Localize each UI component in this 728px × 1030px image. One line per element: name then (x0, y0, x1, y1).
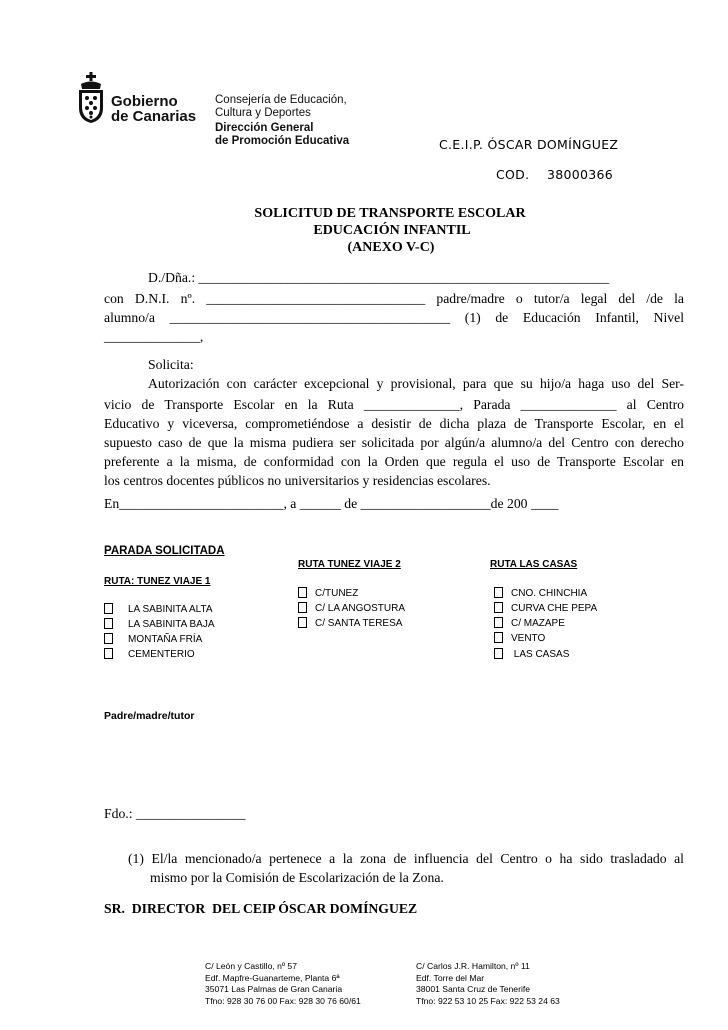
level-field-line: ______________, (104, 329, 204, 344)
route2-stop1-checkbox[interactable] (298, 587, 307, 598)
signature-label: Padre/madre/tutor (104, 710, 195, 722)
route1-stop3-checkbox[interactable] (104, 633, 113, 644)
request-line3: Educativo y viceversa, comprometiéndose a desistir de dicha plaza de Transporte Escolar, en el (104, 416, 684, 431)
footer-address-las-palmas (205, 961, 361, 1007)
footer-right-line: 38001 Santa Cruz de Tenerife (416, 984, 531, 994)
route3-stop1-label: CNO. CHINCHIA (511, 588, 588, 599)
footer-left-line: Tfno: 928 30 76 00 Fax: 928 30 76 60/61 (205, 995, 361, 1006)
title-line3: (ANEXO V-C) (347, 240, 435, 255)
school-code: 38000366 (547, 167, 614, 182)
route2-stop1-label: C/TUNEZ (315, 588, 359, 599)
addressee: SR. DIRECTOR DEL CEIP ÓSCAR DOMÍNGUEZ (104, 901, 418, 916)
name-field-line: D./Dña.: ____________________________________________________________ (148, 270, 610, 285)
route3-stop2-checkbox[interactable] (494, 602, 503, 613)
request-line4: supuesto caso de que la misma pudiera ser solicitada por algún/a alumno/a del Centro con derecho (104, 435, 684, 450)
footer-right-line: Tfno: 922 53 10 25 Fax: 922 53 24 63 (416, 995, 560, 1006)
stops-heading: PARADA SOLICITADA (104, 545, 225, 557)
route1-stop4-checkbox[interactable] (104, 648, 113, 659)
dni-field-line: con D.N.I. nº. ________________________________ padre/madre o tutor/a legal del /de la (104, 291, 684, 306)
footer-left-line: 35071 Las Palmas de Gran Canaria (205, 984, 343, 994)
solicita-label: Solicita: (148, 357, 194, 372)
dept-line3: Dirección General (215, 122, 314, 134)
request-line5: preferente a la misma, de conformidad con la Orden que regula el uso de Transporte Escolar en (104, 454, 684, 469)
route3-stop4-label: VENTO (511, 633, 546, 644)
route3-stop5-checkbox[interactable] (494, 648, 503, 659)
dept-line1: Consejería de Educación, (215, 94, 347, 106)
date-line: En________________________, a ______ de ___________________de 200 ____ (104, 496, 559, 511)
route3-stop5-label: LAS CASAS (511, 649, 570, 660)
footer-right-line: Edf. Torre del Mar (416, 972, 485, 983)
dept-line4: de Promoción Educativa (215, 135, 350, 147)
route1-stop3-label: MONTAÑA FRÍA (128, 634, 203, 645)
gobierno-line1: Gobierno (111, 93, 178, 110)
route1-stop2-label: LA SABINITA BAJA (128, 619, 215, 630)
route2-stop3-checkbox[interactable] (298, 617, 307, 628)
route1-stop2-checkbox[interactable] (104, 618, 113, 629)
coat-of-arms-icon (76, 72, 106, 124)
gobierno-line2: de Canarias (111, 108, 197, 125)
gobierno-canarias-logo (76, 72, 106, 124)
route3-stop2-label: CURVA CHE PEPA (511, 603, 598, 614)
route1-stop4-label: CEMENTERIO (128, 649, 195, 660)
route1-title: RUTA: TUNEZ VIAJE 1 (104, 576, 211, 587)
note-line2: mismo por la Comisión de Escolarización de la Zona. (150, 870, 444, 885)
route3-stop3-checkbox[interactable] (494, 617, 503, 628)
signature-fdo-line: Fdo.: ________________ (104, 806, 246, 821)
title-line1: SOLICITUD DE TRANSPORTE ESCOLAR (254, 206, 526, 221)
request-line1: Autorización con carácter excepcional y provisional, para que su hijo/a haga uso del Ser- (148, 376, 684, 391)
route2-stop3-label: C/ SANTA TERESA (315, 618, 403, 629)
footer-address-tenerife (416, 961, 560, 1007)
footer-left-line: C/ León y Castillo, nº 57 (205, 961, 297, 971)
footer-right-line: C/ Carlos J.R. Hamilton, nº 11 (416, 961, 530, 971)
route2-title: RUTA TUNEZ VIAJE 2 (298, 559, 401, 570)
route3-stop1-checkbox[interactable] (494, 587, 503, 598)
footer-left-line: Edf. Mapfre-Guanarteme, Planta 6ª (205, 972, 340, 983)
request-line6: los centros docentes públicos no universitarios y residencias escolares. (104, 473, 491, 488)
route3-title: RUTA LAS CASAS (490, 559, 578, 570)
route1-stop1-label: LA SABINITA ALTA (128, 604, 213, 615)
route2-stop2-label: C/ LA ANGOSTURA (315, 603, 406, 614)
note-line1: (1) El/la mencionado/a pertenece a la zona de influencia del Centro o ha sido trasladado al (128, 851, 684, 866)
request-line2: vicio de Transporte Escolar en la Ruta ______________, Parada ______________ al Centro (104, 397, 684, 412)
student-field-line: alumno/a _________________________________________ (1) de Educación Infantil, Nivel (104, 310, 684, 325)
dept-line2: Cultura y Deportes (215, 107, 311, 119)
school-code-label: COD. (496, 167, 530, 182)
school-name: C.E.I.P. ÓSCAR DOMÍNGUEZ (439, 137, 619, 152)
route3-stop4-checkbox[interactable] (494, 632, 503, 643)
route3-stop3-label: C/ MAZAPE (511, 618, 565, 629)
title-line2: EDUCACIÓN INFANTIL (313, 223, 471, 238)
route2-stop2-checkbox[interactable] (298, 602, 307, 613)
route1-stop1-checkbox[interactable] (104, 603, 113, 614)
